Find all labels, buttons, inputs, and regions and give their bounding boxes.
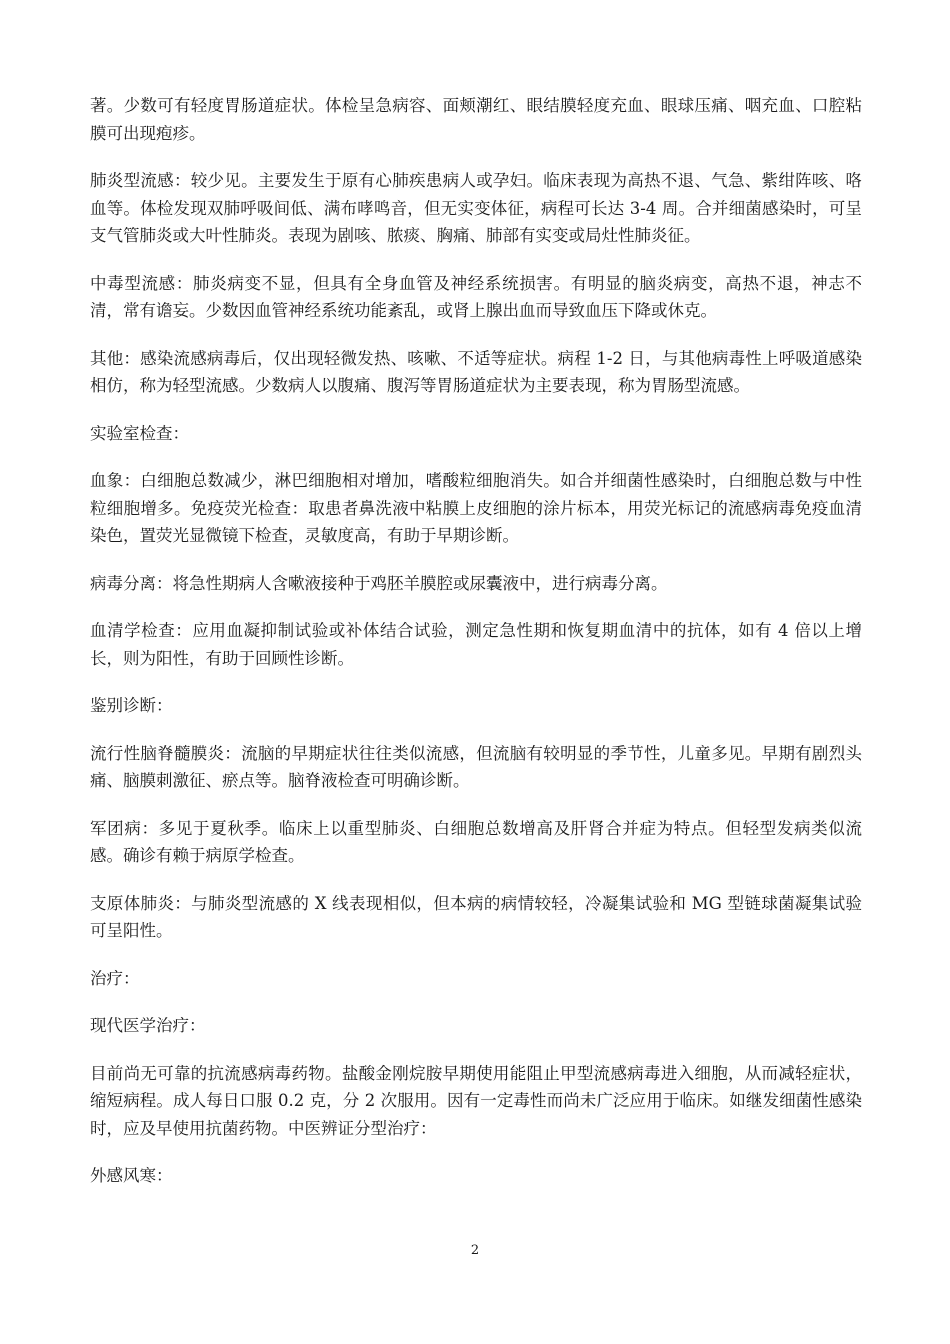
page-number: 2 <box>470 1243 480 1258</box>
heading-lab-tests: 实验室检查： <box>90 423 189 443</box>
paragraph-virus-isolation: 病毒分离：将急性期病人含嗽液接种于鸡胚羊膜腔或尿囊液中，进行病毒分离。 <box>90 573 668 593</box>
page-body <box>90 92 862 1210</box>
heading-wind-cold: 外感风寒： <box>90 1166 173 1185</box>
heading-treatment: 治疗： <box>90 968 140 988</box>
heading-differential-diagnosis: 鉴别诊断： <box>90 696 173 715</box>
paragraph-blood-picture: 血象：白细胞总数减少，淋巴细胞相对增加，嗜酸粒细胞消失。如合并细菌性感染时，白细胞总数与中性粒细胞增多。免疫荧光检查：取患者鼻洗液中粘膜上皮细胞的涂片标本，用荧光标记的流感病毒免疫血清染色，置荧光显微镜下检查，灵敏度高，有助于早期诊断。 <box>90 471 862 545</box>
paragraph-meningitis: 流行性脑脊髓膜炎：流脑的早期症状往往类似流感，但流脑有较明显的季节性，儿童多见。早期有剧烈头痛、脑膜刺激征、瘀点等。脑脊液检查可明确诊断。 <box>90 743 862 790</box>
paragraph-symptoms-continued: 著。少数可有轻度胃肠道症状。体检呈急病容、面颊潮红、眼结膜轻度充血、眼球压痛、咽充血、口腔粘膜可出现疱疹。 <box>90 96 862 143</box>
paragraph-pneumonia-type: 肺炎型流感：较少见。主要发生于原有心肺疾患病人或孕妇。临床表现为高热不退、气急、紫绀阵咳、咯血等。体检发现双肺呼吸间低、满布哮鸣音，但无实变体征，病程可长达 3-4 周。合并细菌感染时，可呈支气管肺炎或大叶性肺炎。表现为剧咳、脓痰、胸痛、肺部有实变或局灶性肺炎征。 <box>90 171 862 245</box>
paragraph-serology: 血清学检查：应用血凝抑制试验或补体结合试验，测定急性期和恢复期血清中的抗体，如有 4 倍以上增长，则为阳性，有助于回顾性诊断。 <box>90 621 862 668</box>
paragraph-mycoplasma: 支原体肺炎：与肺炎型流感的 X 线表现相似，但本病的病情较轻，冷凝集试验和 MG 型链球菌凝集试验可呈阳性。 <box>90 893 862 940</box>
paragraph-toxic-type: 中毒型流感：肺炎病变不显，但具有全身血管及神经系统损害。有明显的脑炎病变，高热不退，神志不清，常有谵妄。少数因血管神经系统功能紊乱，或肾上腺出血而导致血压下降或休克。 <box>90 273 862 320</box>
heading-modern-treatment: 现代医学治疗： <box>90 1016 206 1035</box>
paragraph-other-types: 其他：感染流感病毒后，仅出现轻微发热、咳嗽、不适等症状。病程 1-2 日，与其他病毒性上呼吸道感染相仿，称为轻型流感。少数病人以腹痛、腹泻等胃肠道症状为主要表现，称为胃肠型流感。 <box>90 348 862 395</box>
paragraph-antiviral-drugs: 目前尚无可靠的抗流感病毒药物。盐酸金刚烷胺早期使用能阻止甲型流感病毒进入细胞，从而减轻症状，缩短病程。成人每日口服 0.2 克，分 2 次服用。因有一定毒性而尚未广泛应用于临床。如继发细菌性感染时，应及早使用抗菌药物。中医辨证分型治疗： <box>90 1063 862 1138</box>
paragraph-legionnaires: 军团病：多见于夏秋季。临床上以重型肺炎、白细胞总数增高及肝肾合并症为特点。但轻型发病类似流感。确诊有赖于病原学检查。 <box>90 818 862 865</box>
